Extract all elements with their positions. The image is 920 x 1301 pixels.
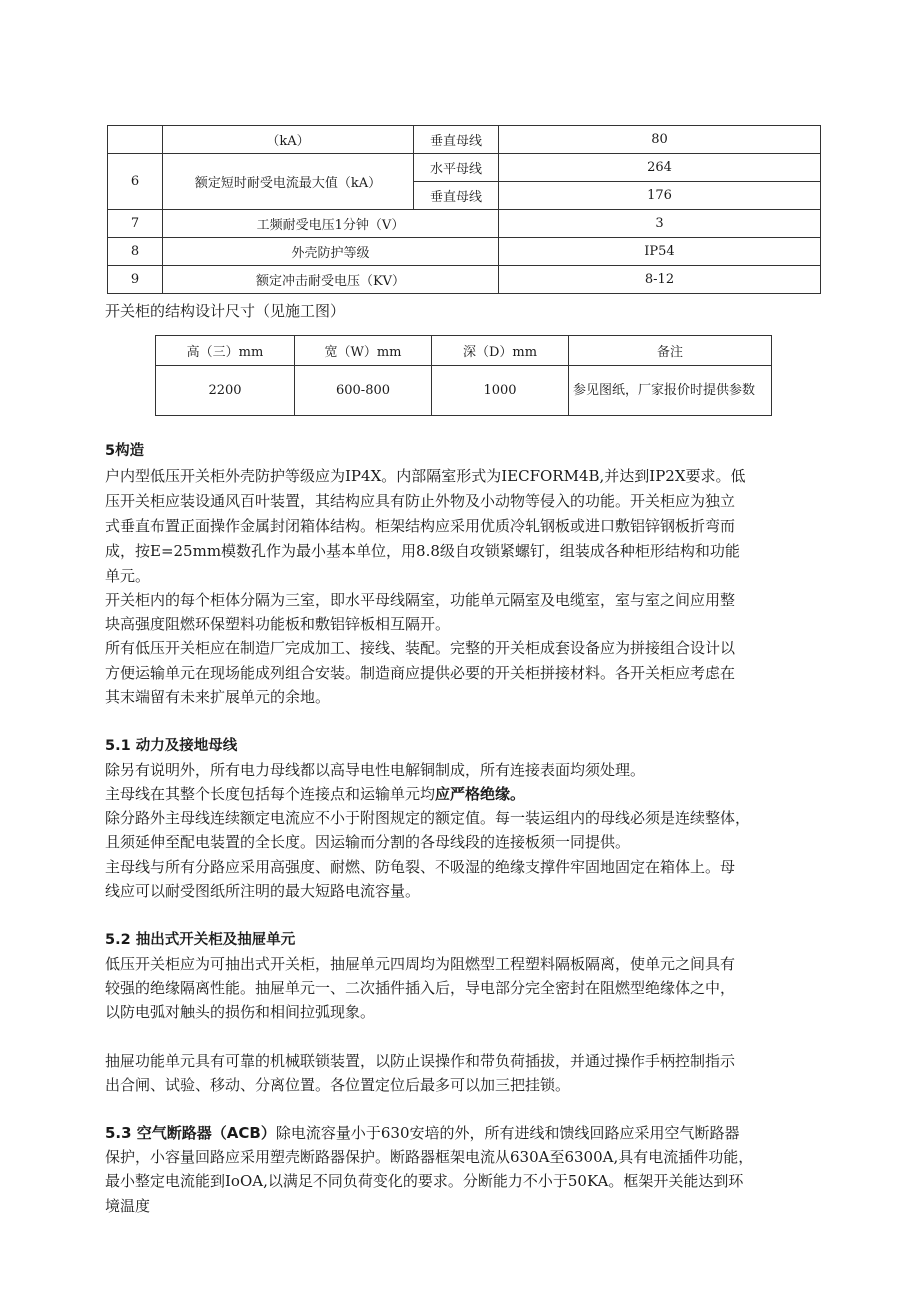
sub-item: 垂直母线	[414, 182, 499, 210]
table-row	[156, 366, 772, 416]
table-row	[108, 154, 821, 182]
paragraph-line: 户内型低压开关柜外壳防护等级应为IP4X。内部隔室形式为IECFORM4B,并达到IP2X要求。低	[105, 467, 746, 485]
paragraph-line: 除分路外主母线连续额定电流应不小于附图规定的额定值。每一装运组内的母线必须是连续整体，	[105, 809, 751, 827]
text-normal: 除电流容量小于630安培的外，所有进线和馈线回路应采用空气断路器	[275, 1124, 740, 1142]
height-value: 2200	[156, 366, 295, 416]
section-5-3-title: 5.3 空气断路器（ACB）	[105, 1124, 276, 1142]
header-width: 宽（W）mm	[295, 336, 432, 366]
paragraph-line: 开关柜内的每个柜体分隔为三室，即水平母线隔室，功能单元隔室及电缆室，室与室之间应用整	[105, 591, 736, 609]
paragraph-line	[105, 1122, 740, 1144]
table-row	[108, 238, 821, 266]
paragraph-line: 线应可以耐受图纸所注明的最大短路电流容量。	[105, 882, 421, 900]
paragraph-line: 单元。	[105, 567, 151, 585]
paragraph-line: 且须延伸至配电装置的全长度。因运输而分割的各母线段的连接板须一同提供。	[105, 833, 631, 851]
paragraph-line: 出合闸、试验、移动、分离位置。各位置定位后最多可以加三把挂锁。	[105, 1076, 571, 1094]
paragraph-line: 其末端留有未来扩展单元的余地。	[105, 688, 331, 706]
sub-item: 垂直母线	[414, 126, 499, 154]
paragraph-line: 抽屉功能单元具有可靠的机械联锁装置，以防止误操作和带负荷插拔，并通过操作手柄控制指示	[105, 1052, 736, 1070]
paragraph-line: 最小整定电流能到IoOA,以满足不同负荷变化的要求。分断能力不小于50KA。框架开关能达到环	[105, 1172, 744, 1190]
paragraph-line: 式垂直布置正面操作金属封闭箱体结构。柜架结构应采用优质冷轧钢板或进口敷铝锌钢板折弯而	[105, 517, 736, 535]
paragraph-line: 以防电弧对触头的损伤和相间拉弧现象。	[105, 1003, 376, 1021]
item-value: 3	[499, 210, 821, 238]
sub-item: 水平母线	[414, 154, 499, 182]
paragraph-line: 主母线与所有分路应采用高强度、耐燃、防龟裂、不吸湿的绝缘支撑件牢固地固定在箱体上。母	[105, 858, 736, 876]
row-number: 6	[108, 154, 163, 210]
width-value: 600-800	[295, 366, 432, 416]
paragraph-line: 低压开关柜应为可抽出式开关柜，抽屉单元四周均为阻燃型工程塑料隔板隔离，使单元之间具有	[105, 955, 736, 973]
header-remarks: 备注	[569, 336, 772, 366]
item-value: 8-12	[499, 266, 821, 294]
paragraph-line: 压开关柜应装设通风百叶装置，其结构应具有防止外物及小动物等侵入的功能。开关柜应为独立	[105, 492, 736, 510]
table-row	[108, 210, 821, 238]
section-5-1-title: 5.1 动力及接地母线	[105, 738, 238, 754]
table-row	[108, 266, 821, 294]
remarks-value: 参见图纸，厂家报价时提供参数	[569, 366, 772, 416]
paragraph-line: 保护，小容量回路应采用塑壳断路器保护。断路器框架电流从630A至6300A,具有电流插件功能，	[105, 1148, 754, 1166]
row-number: 9	[108, 266, 163, 294]
item-value: IP54	[499, 238, 821, 266]
paragraph-line: 方便运输单元在现场能成列组合安装。制造商应提供必要的开关柜拼接材料。各开关柜应考虑在	[105, 664, 736, 682]
item-name: 外壳防护等级	[163, 238, 499, 266]
spec-table	[107, 125, 821, 294]
dimension-caption: 开关柜的结构设计尺寸（见施工图）	[105, 302, 346, 320]
section-5-title: 5构造	[105, 443, 145, 459]
row-number: 7	[108, 210, 163, 238]
item-name: 额定短时耐受电流最大值（kA）	[163, 154, 414, 210]
text-bold: 应严格绝缘。	[435, 785, 526, 803]
header-depth: 深（D）mm	[432, 336, 569, 366]
paragraph-line: 成，按E=25mm模数孔作为最小基本单位，用8.8级自攻锁紧螺钉，组装成各种柜形结构和功能	[105, 542, 740, 560]
depth-value: 1000	[432, 366, 569, 416]
paragraph-line: 较强的绝缘隔离性能。抽屉单元一、二次插件插入后，导电部分完全密封在阻燃型绝缘体之中，	[105, 979, 736, 997]
row-number: 8	[108, 238, 163, 266]
table-header-row	[156, 336, 772, 366]
paragraph-line: 块高强度阻燃环保塑料功能板和敷铝锌板相互隔开。	[105, 615, 451, 633]
header-height: 高（三）mm	[156, 336, 295, 366]
table-row	[108, 126, 821, 154]
paragraph-line: 除另有说明外，所有电力母线都以高导电性电解铜制成，所有连接表面均须处理。	[105, 761, 646, 779]
paragraph-line: 境温度	[105, 1197, 151, 1215]
paragraph-line	[105, 783, 525, 805]
text-normal: 主母线在其整个长度包括每个连接点和运输单元均	[105, 785, 436, 803]
dimension-table	[155, 335, 772, 416]
item-value: 264	[499, 154, 821, 182]
item-name: 工频耐受电压1分钟（V）	[163, 210, 499, 238]
item-name: 额定冲击耐受电压（KV）	[163, 266, 499, 294]
item-name: （kA）	[163, 126, 414, 154]
item-value: 80	[499, 126, 821, 154]
item-value: 176	[499, 182, 821, 210]
paragraph-line: 所有低压开关柜应在制造厂完成加工、接线、装配。完整的开关柜成套设备应为拼接组合设计以	[105, 639, 736, 657]
section-5-2-title: 5.2 抽出式开关柜及抽屉单元	[105, 932, 296, 948]
row-number	[108, 126, 163, 154]
